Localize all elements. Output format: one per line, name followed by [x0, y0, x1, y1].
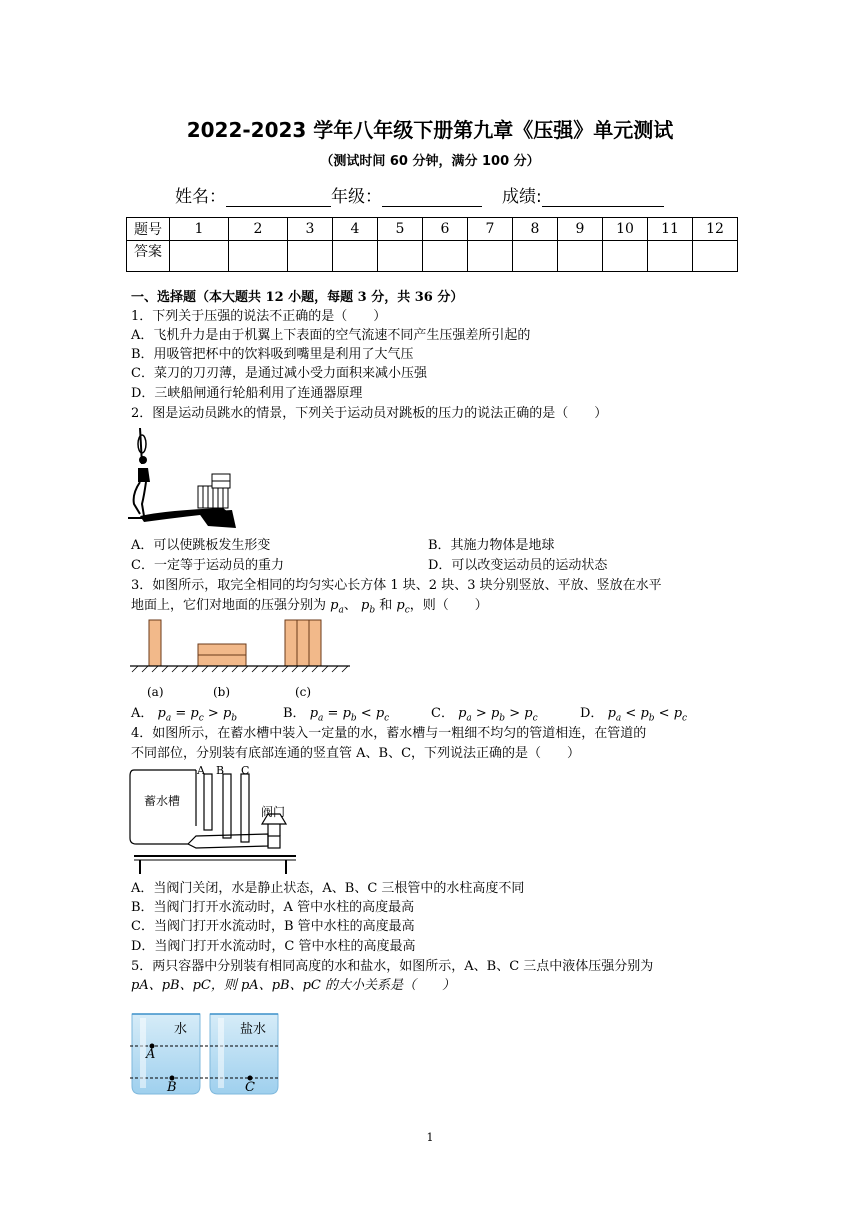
tube-label-a: A [197, 764, 205, 777]
water-tank-figure [128, 764, 298, 876]
q3-stem-line2: 地面上，它们对地面的压强分别为 $p_a$、 $p_b$ 和 $p_c$，则（ ） [131, 598, 488, 616]
section-heading: 一、选择题（本大题共 12 小题，每题 3 分，共 36 分） [131, 290, 464, 305]
q2-option-b: B．其施力物体是地球 [428, 538, 555, 553]
page-number: 1 [426, 1131, 434, 1144]
q4-stem-line2: 不同部位，分别装有底部连通的竖直管 A、B、C，下列说法正确的是（ ） [131, 746, 581, 761]
answer-cell[interactable] [558, 241, 603, 272]
fig-label-c: (c) [295, 685, 312, 699]
answer-cell[interactable] [468, 241, 513, 272]
q4-stem-line1: 4．如图所示，在蓄水槽中装入一定量的水，蓄水槽与一粗细不均匀的管道相连，在管道的 [131, 726, 647, 741]
tube-label-c: C [241, 764, 250, 777]
grade-label: 年级： [331, 187, 382, 207]
q2-stem: 2．图是运动员跳水的情景，下列关于运动员对跳板的压力的说法正确的是（ ） [131, 406, 608, 421]
q5-stem-line1: 5．两只容器中分别装有相同高度的水和盐水，如图所示，A、B、C 三点中液体压强分别为 [131, 959, 654, 974]
table-number-cell: 3 [288, 218, 333, 241]
point-b-label: B [167, 1080, 177, 1095]
table-number-cell: 4 [333, 218, 378, 241]
q2-option-d: D．可以改变运动员的运动状态 [428, 558, 608, 573]
point-c-label: C [245, 1080, 255, 1095]
answer-table-answer-row [127, 241, 738, 272]
answer-cell[interactable] [513, 241, 558, 272]
answer-cell[interactable] [229, 241, 288, 272]
page-subtitle: （测试时间 60 分钟，满分 100 分） [320, 154, 540, 169]
q3-option-b: B． $p_a = p_b < p_c$ [283, 706, 390, 724]
q3-option-c: C． $p_a > p_b > p_c$ [431, 706, 538, 724]
answer-cell[interactable] [693, 241, 738, 272]
q3-stem-text-a: 地面上，它们对地面的压强分别为 [131, 598, 327, 613]
table-header-answer: 答案 [127, 241, 170, 272]
score-blank[interactable] [542, 188, 664, 207]
answer-cell[interactable] [333, 241, 378, 272]
water-label: 水 [174, 1022, 188, 1037]
grade-blank[interactable] [382, 188, 482, 207]
q3-stem-text-c: ，则（ ） [409, 598, 488, 613]
table-number-cell: 5 [378, 218, 423, 241]
student-info-line [175, 182, 664, 207]
q3-stem-text-b: 和 [379, 598, 393, 613]
q3-option-d: D． $p_a < p_b < p_c$ [580, 706, 688, 724]
q4-option-c: C．当阀门打开水流动时，B 管中水柱的高度最高 [131, 919, 415, 934]
table-number-cell: 10 [603, 218, 648, 241]
diver-figure [128, 424, 240, 528]
q4-option-a: A．当阀门关闭，水是静止状态，A、B、C 三根管中的水柱高度不同 [131, 881, 525, 896]
table-number-cell: 7 [468, 218, 513, 241]
q1-option-c: C．菜刀的刀刃薄，是通过减小受力面积来减小压强 [131, 366, 427, 381]
q1-option-a: A．飞机升力是由于机翼上下表面的空气流速不同产生压强差所引起的 [131, 328, 531, 343]
q1-stem: 1．下列关于压强的说法不正确的是（ ） [131, 309, 387, 324]
q1-option-d: D．三峡船闸通行轮船利用了连通器原理 [131, 386, 363, 401]
brine-label: 盐水 [240, 1022, 267, 1037]
tank-label: 蓄水槽 [144, 794, 181, 808]
point-a-label: A [146, 1047, 156, 1062]
answer-table-number-row [127, 218, 738, 241]
table-number-cell: 1 [170, 218, 229, 241]
answer-table [126, 217, 738, 272]
score-label: 成绩: [502, 187, 542, 207]
answer-cell[interactable] [648, 241, 693, 272]
q5-stem-line2: pA、pB、pC，则 pA、pB、pC 的大小关系是（ ） [131, 978, 455, 993]
valve-label: 阀门 [261, 805, 286, 819]
tube-label-b: B [216, 764, 225, 777]
table-header-number: 题号 [127, 218, 170, 241]
page-title: 2022-2023 学年八年级下册第九章《压强》单元测试 [186, 118, 674, 142]
answer-cell[interactable] [288, 241, 333, 272]
answer-cell[interactable] [378, 241, 423, 272]
table-number-cell: 6 [423, 218, 468, 241]
name-blank[interactable] [226, 188, 331, 207]
table-number-cell: 12 [693, 218, 738, 241]
fig-label-a: (a) [147, 685, 164, 699]
table-number-cell: 9 [558, 218, 603, 241]
q1-option-b: B．用吸管把杯中的饮料吸到嘴里是利用了大气压 [131, 347, 414, 362]
table-number-cell: 2 [229, 218, 288, 241]
q3-option-a: A． $p_a = p_c > p_b$ [131, 706, 238, 724]
fig-label-b: (b) [213, 685, 231, 699]
blocks-figure [128, 618, 358, 680]
q2-option-c: C．一定等于运动员的重力 [131, 558, 284, 573]
table-number-cell: 8 [513, 218, 558, 241]
answer-cell[interactable] [603, 241, 648, 272]
q4-option-d: D．当阀门打开水流动时，C 管中水柱的高度最高 [131, 939, 416, 954]
answer-cell[interactable] [170, 241, 229, 272]
q2-option-a: A．可以使跳板发生形变 [131, 538, 271, 553]
table-number-cell: 11 [648, 218, 693, 241]
name-label: 姓名： [175, 187, 226, 207]
q3-stem-line1: 3．如图所示，取完全相同的均匀实心长方体 1 块、2 块、3 块分别竖放、平放、竖放在水平 [131, 578, 662, 593]
answer-cell[interactable] [423, 241, 468, 272]
q4-option-b: B．当阀门打开水流动时，A 管中水柱的高度最高 [131, 900, 415, 915]
